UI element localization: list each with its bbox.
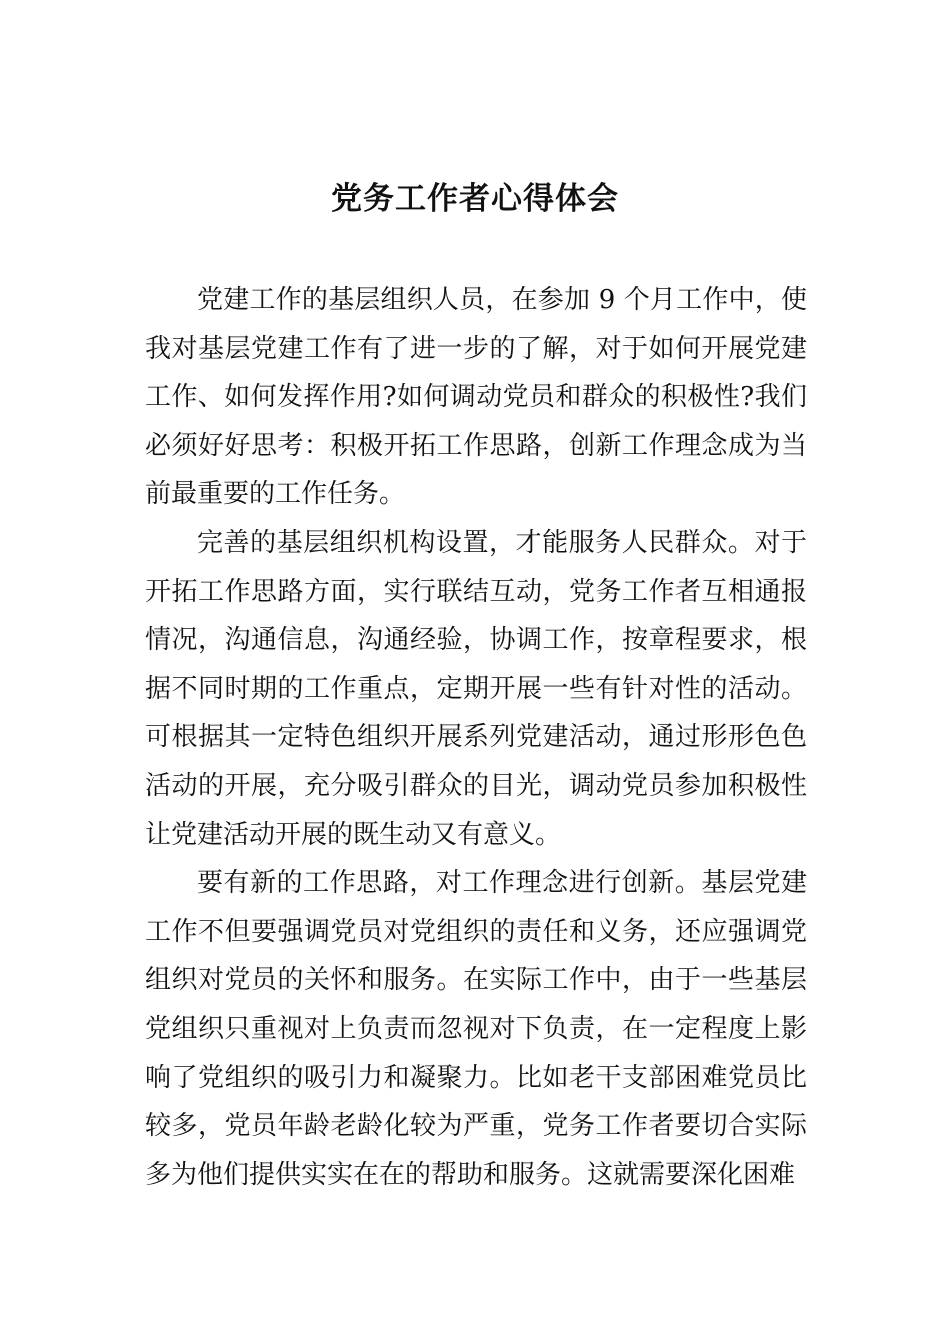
paragraph-3: 要有新的工作思路，对工作理念进行创新。基层党建工作不但要强调党员对党组织的责任和义务，还应强调党组织对党员的关怀和服务。在实际工作中，由于一些基层党组织只重视对上负责而忽视对下负责，在一定程度上影响了党组织的吸引力和凝聚力。比如老干支部困难党员比较多，党员年龄老龄化较为严重，党务工作者要切合实际多为他们提供实实在在的帮助和服务。这就需要深化困难: [145, 868, 807, 1190]
paragraph-1: 党建工作的基层组织人员，在参加 9 个月工作中，使我对基层党建工作有了进一步的了解，对于如何开展党建工作、如何发挥作用?如何调动党员和群众的积极性?我们必须好好思考：积极开拓工作思路，创新工作理念成为当前最重要的工作任务。: [145, 285, 807, 510]
paragraph-2: 完善的基层组织机构设置，才能服务人民群众。对于开拓工作思路方面，实行联结互动，党务工作者互相通报情况，沟通信息，沟通经验，协调工作，按章程要求，根据不同时期的工作重点，定期开展一些有针对性的活动。可根据其一定特色组织开展系列党建活动，通过形形色色活动的开展，充分吸引群众的目光，调动党员参加积极性让党建活动开展的既生动又有意义。: [145, 527, 807, 850]
document-title: 党务工作者心得体会: [331, 181, 619, 217]
document-body: [145, 276, 807, 1199]
